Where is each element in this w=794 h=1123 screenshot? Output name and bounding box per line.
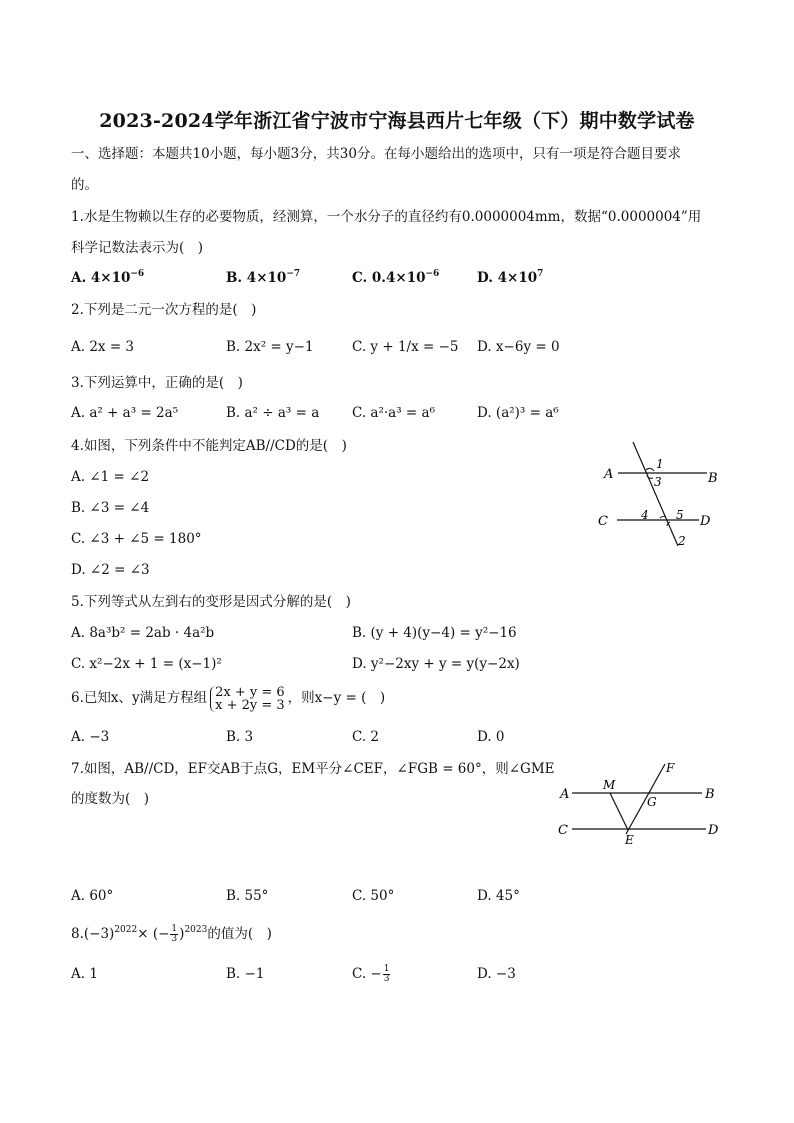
q4-option-a: A. ∠1 = ∠2 [71,469,150,485]
q4-label-4: 4 [641,508,649,522]
section-instructions-line1: 一、选择题：本题共10小题，每小题3分，共30分。在每小题给出的选项中，只有一项是符合题目要求 [71,146,681,162]
q7-label-m: M [603,778,616,792]
q4-label-3: 3 [654,475,662,489]
q1-option-b: B. $4\times 10^{-7}$ [226,269,301,286]
q6-option-d: D. 0 [477,729,505,745]
q8-option-c-fraction: $\frac{1}{3}$ [383,964,390,984]
q7-option-a: A. 60° [71,888,114,904]
q4-stem: 4.如图，下列条件中不能判定AB//CD的是( ) [71,438,347,454]
q5-option-b: B. (y + 4)(y−4) = y²−16 [352,625,517,641]
q4-label-a: A [604,467,614,482]
q7-label-g: G [647,795,657,809]
q7-stem-line2: 的度数为( ) [71,791,150,807]
q7-label-e: E [625,833,634,847]
q4-option-c: C. ∠3 + ∠5 = 180° [71,531,202,547]
q1-stem-line2: 科学记数法表示为( ) [71,240,204,256]
q3-option-c: C. a²·a³ = a⁶ [352,405,435,421]
q7-label-d: D [708,823,719,838]
q7-line-em [610,793,628,830]
q4-figure [590,438,730,550]
q2-stem: 2.下列是二元一次方程的是( ) [71,302,257,318]
q1-option-d: D. $4\times 10^7$ [477,269,544,286]
q6-stem: 6.已知x、y满足方程组 2x + y = 6 x + 2y = 3 ，则x−y = ( ) [71,684,386,713]
q7-option-b: B. 55° [226,888,269,904]
q8-option-b: B. −1 [226,966,265,982]
q2-option-d: D. x−6y = 0 [477,339,560,355]
q5-option-c: C. x²−2x + 1 = (x−1)² [71,656,222,672]
page-title: 2023-2024学年浙江省宁波市宁海县西片七年级（下）期中数学试卷 [99,110,695,132]
q7-figure [550,758,730,850]
q6-option-a: A. −3 [71,729,110,745]
q3-option-b: B. a² ÷ a³ = a [226,405,320,421]
q6-equation-system: 2x + y = 6 x + 2y = 3 [210,686,285,712]
q7-label-a: A [560,787,570,802]
q8-stem: $8.(-3)^{2022}\times$ (− $\frac{1}{3}$ )$^{2023}$的值为( ) [71,924,272,944]
q3-stem: 3.下列运算中，正确的是( ) [71,375,243,391]
q4-label-5: 5 [676,508,684,522]
q2-option-c: C. y + 1/x = −5 [352,339,459,355]
q5-stem: 5.下列等式从左到右的变形是因式分解的是( ) [71,594,351,610]
q5-option-a: A. 8a³b² = 2ab · 4a²b [71,625,215,641]
q3-option-a: A. a² + a³ = 2a⁵ [71,405,179,421]
q2-option-a: A. 2x = 3 [71,339,135,355]
q1-option-a: A. $4\times 10^{-6}$ [71,269,145,286]
q3-option-d: D. (a²)³ = a⁶ [477,405,559,421]
section-instructions-line2: 的。 [71,177,98,193]
q1-option-c: C. $0.4\times 10^{-6}$ [352,269,440,286]
q4-option-d: D. ∠2 = ∠3 [71,562,150,578]
q6-option-c: C. 2 [352,729,380,745]
q8-fraction: $\frac{1}{3}$ [171,924,178,944]
q7-line-ef [626,764,665,834]
q4-angle-arc [646,468,654,471]
q4-label-1: 1 [656,457,664,471]
q7-stem-line1: 7.如图，AB//CD，EF交AB于点G，EM平分∠CEF，∠FGB = 60°，则∠GME [71,761,555,777]
q4-label-c: C [598,514,608,529]
q6-option-b: B. 3 [226,729,254,745]
q8-option-a: A. 1 [71,966,98,982]
q8-option-d: D. −3 [477,966,516,982]
q7-label-c: C [558,823,568,838]
q1-stem-line1: 1.水是生物赖以生存的必要物质，经测算，一个水分子的直径约有0.0000004mm，数据“0.0000004”用 [71,209,702,225]
q7-label-b: B [705,787,715,802]
q4-option-b: B. ∠3 = ∠4 [71,500,150,516]
q7-label-f: F [666,761,675,775]
q2-option-b: B. 2x² = y−1 [226,339,314,355]
q4-label-d: D [700,514,711,529]
q5-option-d: D. y²−2xy + y = y(y−2x) [352,656,520,672]
q4-label-2: 2 [678,534,686,548]
q8-option-c: C. − $\frac{1}{3}$ [352,964,390,984]
q4-label-b: B [708,471,718,486]
q7-option-c: C. 50° [352,888,395,904]
q7-option-d: D. 45° [477,888,520,904]
